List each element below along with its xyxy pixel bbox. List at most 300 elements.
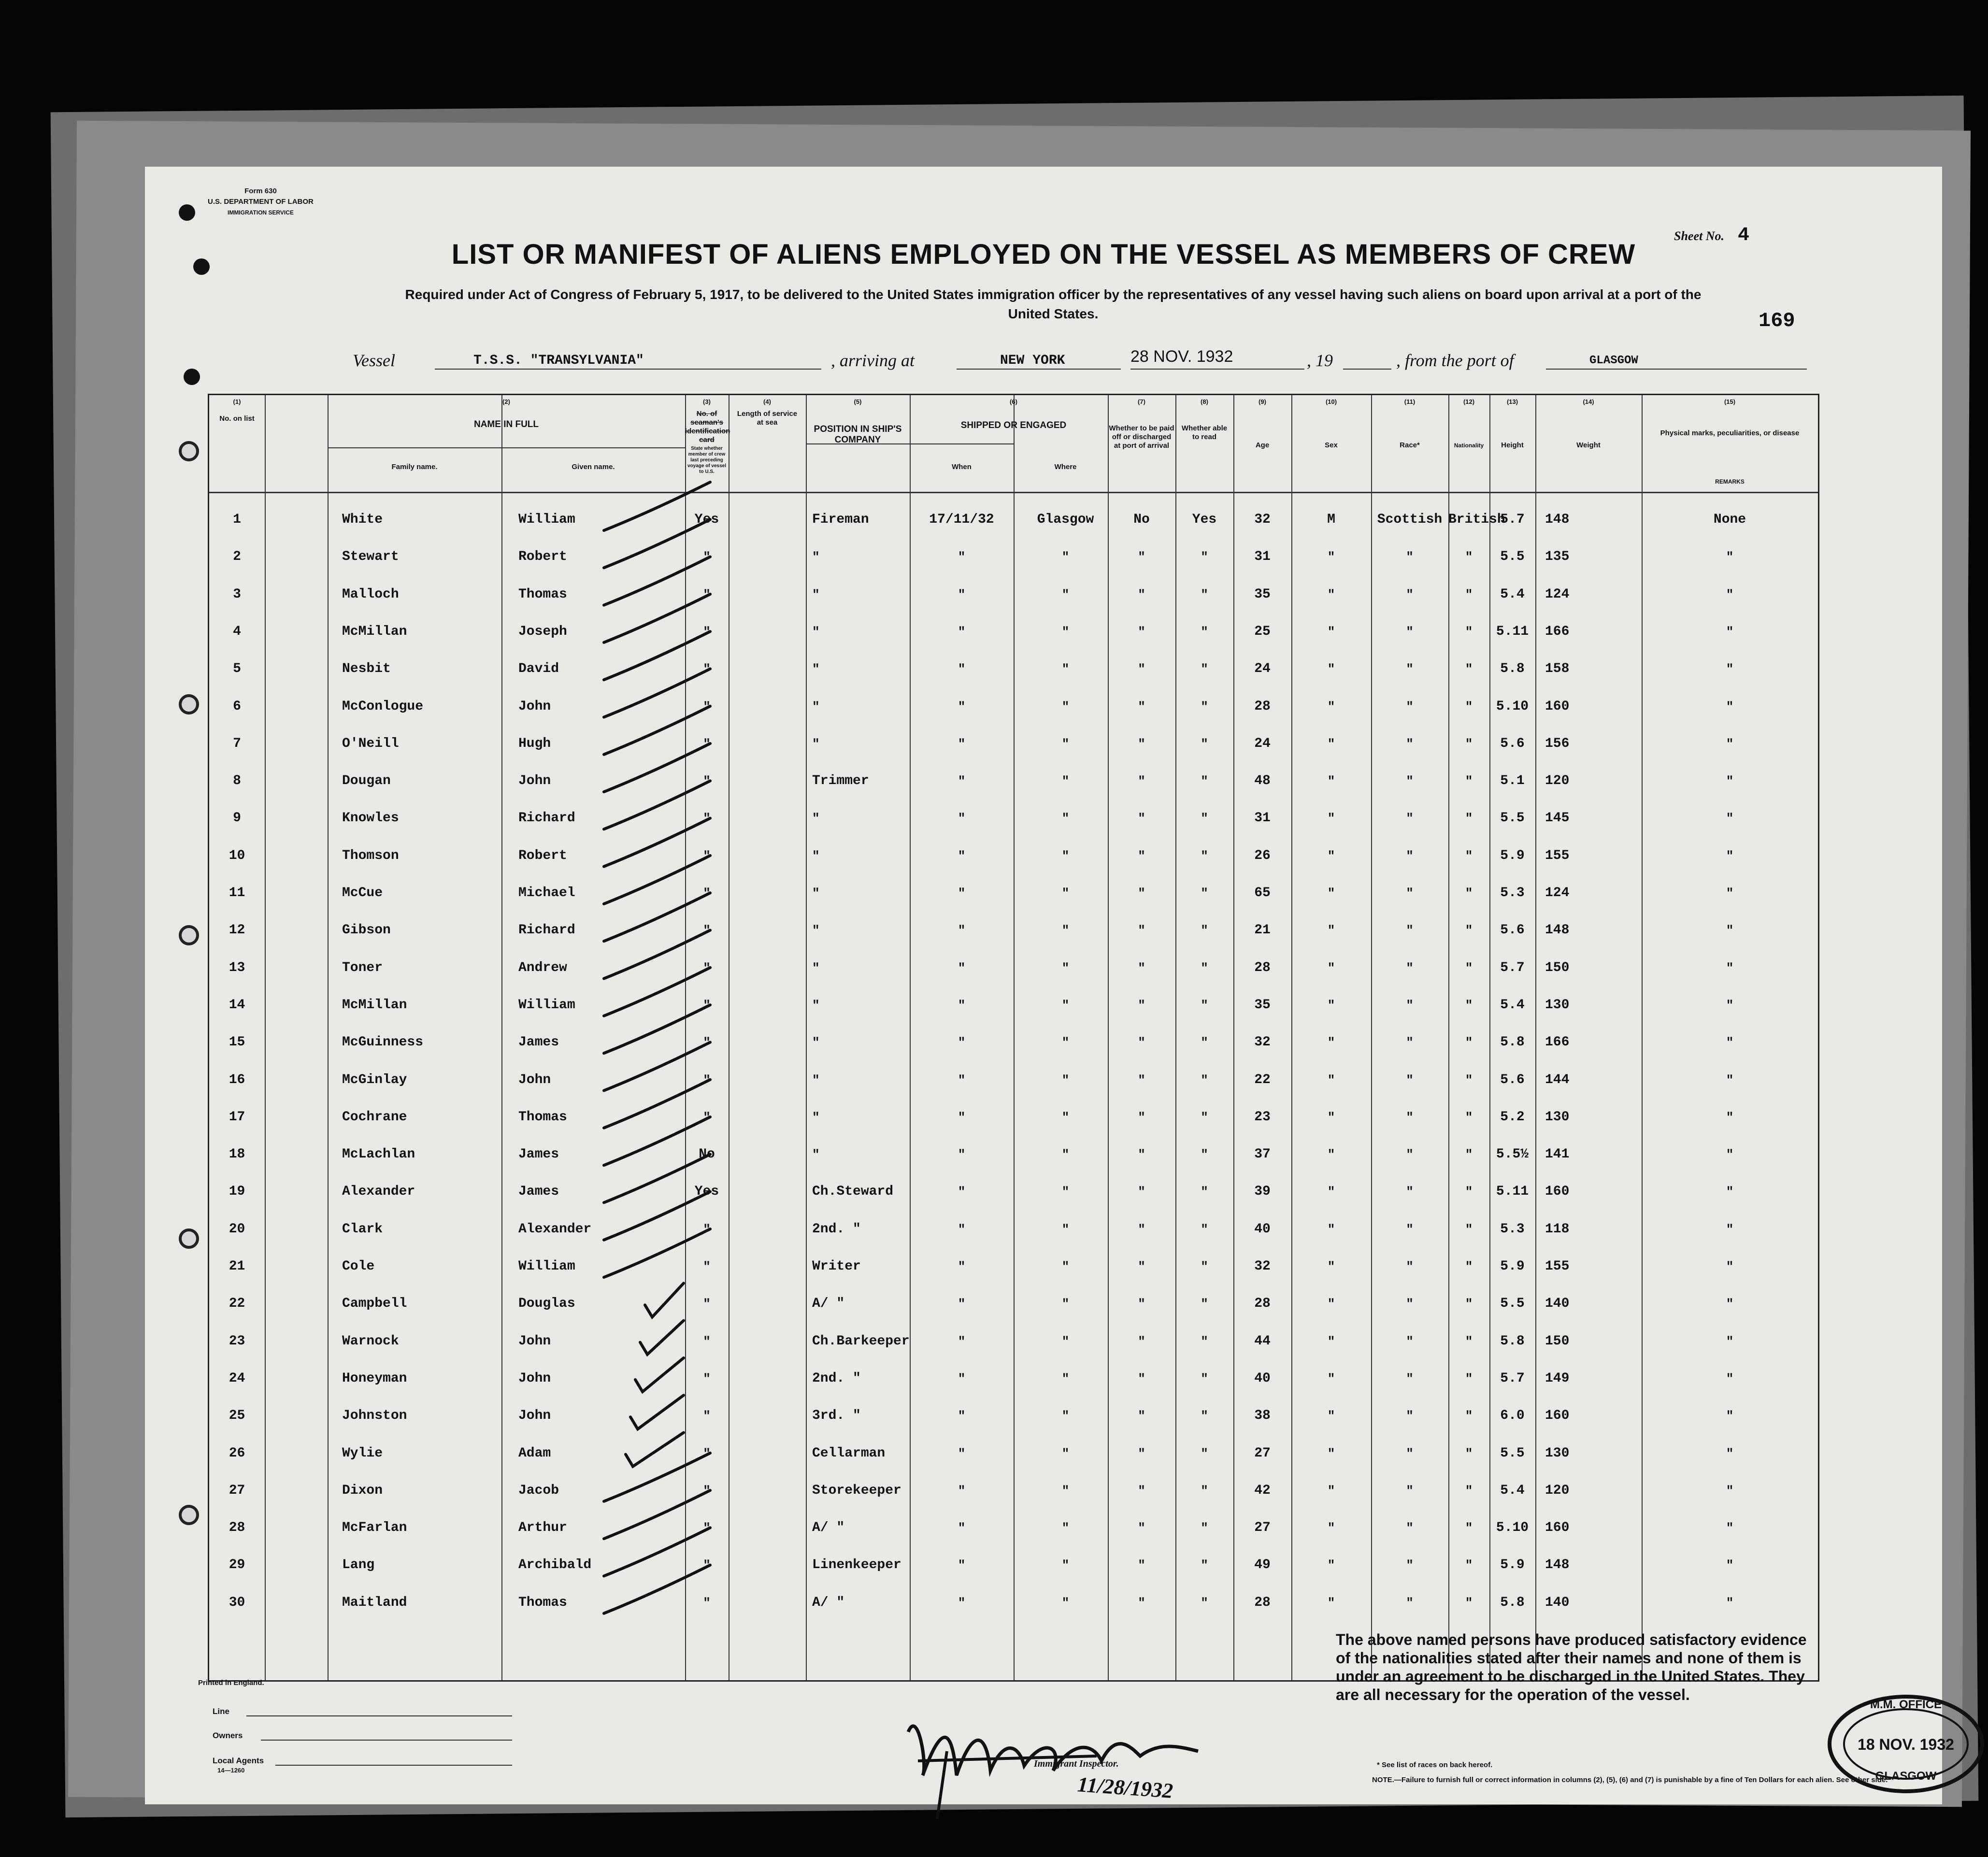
ditto-mark: " xyxy=(703,811,711,826)
ditto-mark: " xyxy=(958,886,966,900)
ditto-mark: " xyxy=(1726,1147,1734,1162)
ditto-mark: " xyxy=(1406,1147,1414,1162)
vessel-name: T.S.S. "TRANSYLVANIA" xyxy=(473,353,644,368)
cell-weight: 135 xyxy=(1545,549,1570,565)
ditto-mark: " xyxy=(958,1371,966,1386)
ditto-mark: " xyxy=(1465,1297,1473,1312)
ditto-mark: " xyxy=(1406,1334,1414,1349)
stamp-date: 18 NOV. 1932 xyxy=(1858,1736,1954,1753)
col16-header: REMARKS xyxy=(1715,478,1745,485)
ditto-mark: " xyxy=(812,624,820,639)
ditto-mark: " xyxy=(1201,587,1208,602)
ditto-mark: " xyxy=(958,960,966,975)
ditto-mark: " xyxy=(1465,774,1473,789)
cell-weight: 166 xyxy=(1545,624,1570,639)
col11-number: (11) xyxy=(1404,398,1416,405)
ditto-mark: " xyxy=(1327,1222,1335,1237)
ditto-mark: " xyxy=(1726,1371,1734,1386)
ditto-mark: " xyxy=(703,1334,711,1349)
ditto-mark: " xyxy=(1201,1483,1208,1498)
agents-underline xyxy=(275,1765,512,1766)
ditto-mark: " xyxy=(958,1334,966,1349)
ditto-mark: " xyxy=(1138,1072,1145,1087)
ditto-mark: " xyxy=(1201,1409,1208,1424)
ditto-mark: " xyxy=(1201,550,1208,565)
line-label: Line xyxy=(213,1707,229,1716)
col13-number: (13) xyxy=(1506,398,1518,405)
cell-height: 5.4 xyxy=(1500,586,1525,602)
cell-age: 32 xyxy=(1254,512,1271,527)
col6-when-header: When xyxy=(952,463,972,471)
cell-age: 22 xyxy=(1254,1072,1271,1087)
ditto-mark: " xyxy=(1061,960,1070,975)
ditto-mark: " xyxy=(1726,1072,1734,1087)
port-underline xyxy=(957,369,1121,370)
col12-number: (12) xyxy=(1463,398,1475,405)
ditto-mark: " xyxy=(1465,1222,1473,1237)
ditto-mark: " xyxy=(703,923,711,938)
ditto-mark: " xyxy=(1726,1558,1734,1573)
nationality-statement: The above named persons have produced satisfactory evidence of the nationalities stated after their names and none of them is under an agreement to be discharged in the United States. They are all necessary for the operation of the vessel. xyxy=(1336,1631,1807,1703)
col2-given-header: Given name. xyxy=(572,463,615,471)
cell-family: McFarlan xyxy=(342,1520,407,1536)
ditto-mark: " xyxy=(958,699,966,714)
ditto-mark: " xyxy=(1061,662,1070,677)
ditto-mark: " xyxy=(1138,587,1145,602)
col14-number: (14) xyxy=(1583,398,1594,405)
ditto-mark: " xyxy=(703,624,711,639)
ditto-mark: " xyxy=(1465,1409,1473,1424)
cell-no: 23 xyxy=(229,1333,245,1349)
col2-header: NAME IN FULL xyxy=(473,419,539,429)
ditto-mark: " xyxy=(958,1185,966,1200)
cell-height: 5.5 xyxy=(1500,1296,1525,1312)
cell-family: Honeyman xyxy=(342,1371,407,1386)
ditto-mark: " xyxy=(958,1595,966,1610)
cell-age: 35 xyxy=(1254,997,1271,1013)
cell-family: Cole xyxy=(342,1259,375,1274)
year-label: , 19 xyxy=(1307,351,1333,370)
ditto-mark: " xyxy=(1138,624,1145,639)
ditto-mark: " xyxy=(1201,923,1208,938)
cell-when: 17/11/32 xyxy=(929,512,994,527)
cell-age: 35 xyxy=(1254,586,1271,602)
cell-no: 29 xyxy=(229,1557,245,1573)
binder-ring xyxy=(179,441,199,461)
cell-age: 25 xyxy=(1254,624,1271,639)
cell-no: 2 xyxy=(233,549,241,565)
cell-given: John xyxy=(518,773,551,789)
ditto-mark: " xyxy=(1201,662,1208,677)
ditto-mark: " xyxy=(1061,1483,1070,1498)
cell-no: 18 xyxy=(229,1147,245,1162)
ditto-mark: " xyxy=(958,1110,966,1125)
ditto-mark: " xyxy=(1201,998,1208,1013)
cell-weight: 124 xyxy=(1545,886,1570,900)
cell-given: Jacob xyxy=(518,1483,559,1498)
cell-position: Ch.Barkeeper xyxy=(812,1333,910,1349)
cell-no: 3 xyxy=(233,586,241,602)
col12-header: Nationality xyxy=(1454,442,1484,449)
cell-given: John xyxy=(518,1408,551,1424)
ditto-mark: " xyxy=(1726,811,1734,826)
ditto-mark: " xyxy=(1406,886,1414,900)
ditto-mark: " xyxy=(703,1483,711,1498)
ditto-mark: " xyxy=(1726,960,1734,975)
col1-number: (1) xyxy=(233,398,241,405)
ditto-mark: " xyxy=(1327,1035,1335,1050)
cell-height: 5.8 xyxy=(1500,1595,1525,1610)
col3-header-struck: No. of seaman's identification card xyxy=(685,410,730,444)
ditto-mark: " xyxy=(1465,1446,1473,1461)
ditto-mark: " xyxy=(958,550,966,565)
cell-age: 24 xyxy=(1254,736,1271,751)
cell-position: A/ " xyxy=(812,1296,845,1312)
stamp-top-text: M.M. OFFICE xyxy=(1870,1698,1942,1711)
year-underline xyxy=(1343,369,1391,370)
cell-age: 44 xyxy=(1254,1333,1271,1349)
cell-weight: 148 xyxy=(1545,923,1570,938)
ditto-mark: " xyxy=(703,1371,711,1386)
ditto-mark: " xyxy=(1465,1035,1473,1050)
ditto-mark: " xyxy=(1138,1035,1145,1050)
ditto-mark: " xyxy=(1138,1446,1145,1461)
ditto-mark: " xyxy=(1406,1259,1414,1274)
ditto-mark: " xyxy=(1061,699,1070,714)
col4-number: (4) xyxy=(763,398,771,405)
cell-family: McGinlay xyxy=(342,1072,407,1087)
cell-no: 9 xyxy=(233,811,241,826)
ditto-mark: " xyxy=(1138,1483,1145,1498)
cell-weight: 145 xyxy=(1545,811,1570,826)
col14-header: Weight xyxy=(1576,441,1601,449)
col13-header: Height xyxy=(1501,441,1524,449)
col4-header: Length of service at sea xyxy=(737,410,798,427)
cell-family: Nesbit xyxy=(342,661,391,677)
cell-weight: 150 xyxy=(1545,1333,1570,1349)
ditto-mark: " xyxy=(1201,1334,1208,1349)
cell-no: 14 xyxy=(229,997,245,1013)
cell-prev: Yes xyxy=(694,512,719,527)
ditto-mark: " xyxy=(1327,1259,1335,1274)
ditto-mark: " xyxy=(1201,848,1208,863)
cell-height: 5.7 xyxy=(1500,960,1525,975)
cell-height: 5.8 xyxy=(1500,1035,1525,1050)
ditto-mark: " xyxy=(958,1072,966,1087)
ditto-mark: " xyxy=(812,662,820,677)
form-number: Form 630 xyxy=(244,187,277,195)
cell-age: 65 xyxy=(1254,886,1271,900)
cell-height: 5.11 xyxy=(1496,624,1529,639)
cell-no: 7 xyxy=(233,736,241,751)
ditto-mark: " xyxy=(1327,811,1335,826)
cell-position: 2nd. " xyxy=(812,1221,861,1237)
ditto-mark: " xyxy=(1406,736,1414,751)
cell-given: Andrew xyxy=(518,960,567,975)
col8-number: (8) xyxy=(1201,398,1208,405)
ditto-mark: " xyxy=(958,1297,966,1312)
cell-given: Joseph xyxy=(518,624,567,639)
cell-nationality: British xyxy=(1448,512,1505,527)
ditto-mark: " xyxy=(812,848,820,863)
cell-age: 28 xyxy=(1254,960,1271,975)
ditto-mark: " xyxy=(1465,1110,1473,1125)
cell-family: Warnock xyxy=(342,1333,399,1349)
ditto-mark: " xyxy=(1726,886,1734,900)
ditto-mark: " xyxy=(958,624,966,639)
form-info xyxy=(208,186,314,218)
ditto-mark: " xyxy=(1061,1521,1070,1536)
ditto-mark: " xyxy=(958,736,966,751)
col5-number: (5) xyxy=(854,398,862,405)
cell-family: Gibson xyxy=(342,923,391,938)
cell-sex: M xyxy=(1327,512,1335,527)
ditto-mark: " xyxy=(1138,1334,1145,1349)
header-divider xyxy=(328,447,685,448)
ditto-mark: " xyxy=(958,1483,966,1498)
ditto-mark: " xyxy=(1465,1147,1473,1162)
ditto-mark: " xyxy=(1061,1297,1070,1312)
ditto-mark: " xyxy=(1201,1446,1208,1461)
ditto-mark: " xyxy=(1406,1072,1414,1087)
ditto-mark: " xyxy=(1138,550,1145,565)
col9-header: Age xyxy=(1255,441,1270,449)
ditto-mark: " xyxy=(1465,587,1473,602)
cell-weight: 155 xyxy=(1545,848,1570,863)
ditto-mark: " xyxy=(812,960,820,975)
cell-given: Thomas xyxy=(518,1595,567,1610)
cell-age: 40 xyxy=(1254,1371,1271,1386)
ditto-mark: " xyxy=(703,1521,711,1536)
ditto-mark: " xyxy=(958,811,966,826)
cell-height: 5.1 xyxy=(1500,773,1525,789)
cell-age: 31 xyxy=(1254,549,1271,565)
cell-position: Ch.Steward xyxy=(812,1184,894,1200)
ditto-mark: " xyxy=(1061,587,1070,602)
cell-given: Arthur xyxy=(518,1520,567,1536)
ditto-mark: " xyxy=(1061,1110,1070,1125)
cell-family: Knowles xyxy=(342,811,399,826)
cell-position: A/ " xyxy=(812,1595,845,1610)
ditto-mark: " xyxy=(1465,1259,1473,1274)
ditto-mark: " xyxy=(1465,1521,1473,1536)
cell-family: McGuinness xyxy=(342,1035,424,1050)
cell-height: 5.6 xyxy=(1500,736,1525,751)
cell-family: McLachlan xyxy=(342,1147,415,1162)
ditto-mark: " xyxy=(703,848,711,863)
cell-weight: 140 xyxy=(1545,1595,1570,1610)
cell-given: David xyxy=(518,661,559,677)
cell-given: William xyxy=(518,512,575,527)
cell-age: 40 xyxy=(1254,1221,1271,1237)
ditto-mark: " xyxy=(1061,774,1070,789)
binder-hole xyxy=(179,204,195,221)
ditto-mark: " xyxy=(703,736,711,751)
cell-no: 27 xyxy=(229,1483,245,1498)
cell-no: 24 xyxy=(229,1371,245,1386)
cell-height: 5.9 xyxy=(1500,1259,1525,1274)
ditto-mark: " xyxy=(1061,923,1070,938)
ditto-mark: " xyxy=(703,1297,711,1312)
ditto-mark: " xyxy=(1138,923,1145,938)
form-code: 14—1260 xyxy=(217,1767,245,1774)
ditto-mark: " xyxy=(1327,774,1335,789)
cell-race: Scottish xyxy=(1377,512,1443,527)
cell-family: Malloch xyxy=(342,586,399,602)
cell-no: 5 xyxy=(233,661,241,677)
cell-no: 22 xyxy=(229,1296,245,1312)
cell-age: 48 xyxy=(1254,773,1271,789)
cell-age: 32 xyxy=(1254,1259,1271,1274)
cell-given: William xyxy=(518,997,575,1013)
cell-age: 39 xyxy=(1254,1184,1271,1200)
ditto-mark: " xyxy=(1726,774,1734,789)
cell-height: 5.8 xyxy=(1500,1333,1525,1349)
ditto-mark: " xyxy=(1406,1521,1414,1536)
cell-height: 5.5½ xyxy=(1496,1147,1529,1162)
ditto-mark: " xyxy=(703,699,711,714)
cell-age: 42 xyxy=(1254,1483,1271,1498)
ditto-mark: " xyxy=(1465,923,1473,938)
cell-no: 15 xyxy=(229,1035,245,1050)
cell-position: Cellarman xyxy=(812,1445,886,1461)
ditto-mark: " xyxy=(1406,1558,1414,1573)
ditto-mark: " xyxy=(812,736,820,751)
cell-given: Thomas xyxy=(518,586,567,602)
cell-age: 28 xyxy=(1254,1296,1271,1312)
cell-weight: 124 xyxy=(1545,586,1570,602)
cell-height: 5.3 xyxy=(1500,1221,1525,1237)
ditto-mark: " xyxy=(1726,848,1734,863)
cell-given: Robert xyxy=(518,848,567,863)
ditto-mark: " xyxy=(1726,1334,1734,1349)
ditto-mark: " xyxy=(1327,662,1335,677)
col-divider xyxy=(328,395,329,1680)
ditto-mark: " xyxy=(1061,1334,1070,1349)
col7-number: (7) xyxy=(1138,398,1145,405)
ditto-mark: " xyxy=(703,998,711,1013)
ditto-mark: " xyxy=(1327,848,1335,863)
cell-family: Wylie xyxy=(342,1445,383,1461)
ditto-mark: " xyxy=(1327,1446,1335,1461)
cell-given: James xyxy=(518,1147,559,1162)
ditto-mark: " xyxy=(958,774,966,789)
ditto-mark: " xyxy=(1138,811,1145,826)
ditto-mark: " xyxy=(1406,998,1414,1013)
cell-age: 28 xyxy=(1254,699,1271,714)
ditto-mark: " xyxy=(1201,1521,1208,1536)
ditto-mark: " xyxy=(1406,960,1414,975)
binder-ring xyxy=(179,1505,199,1525)
ditto-mark: " xyxy=(1465,736,1473,751)
cell-family: Stewart xyxy=(342,549,399,565)
ditto-mark: " xyxy=(703,1110,711,1125)
ditto-mark: " xyxy=(1327,1072,1335,1087)
cell-where: Glasgow xyxy=(1037,512,1094,527)
ditto-mark: " xyxy=(1061,736,1070,751)
ditto-mark: " xyxy=(1327,587,1335,602)
ditto-mark: " xyxy=(1327,550,1335,565)
ditto-mark: " xyxy=(1406,923,1414,938)
ditto-mark: " xyxy=(1726,1595,1734,1610)
cell-height: 5.11 xyxy=(1496,1184,1529,1200)
ditto-mark: " xyxy=(703,1595,711,1610)
col10-header: Sex xyxy=(1325,441,1338,449)
cell-given: Douglas xyxy=(518,1296,575,1312)
ditto-mark: " xyxy=(812,1147,820,1162)
ditto-mark: " xyxy=(958,662,966,677)
cell-family: Dougan xyxy=(342,773,391,789)
cell-given: John xyxy=(518,699,551,714)
ditto-mark: " xyxy=(703,1035,711,1050)
ditto-mark: " xyxy=(1201,699,1208,714)
cell-family: McMillan xyxy=(342,997,407,1013)
service-name: IMMIGRATION SERVICE xyxy=(227,209,294,216)
ditto-mark: " xyxy=(1201,774,1208,789)
ditto-mark: " xyxy=(1465,1371,1473,1386)
ditto-mark: " xyxy=(1061,1147,1070,1162)
ditto-mark: " xyxy=(1327,1297,1335,1312)
ditto-mark: " xyxy=(1061,1558,1070,1573)
ditto-mark: " xyxy=(1138,1521,1145,1536)
ditto-mark: " xyxy=(1327,624,1335,639)
cell-family: Toner xyxy=(342,960,383,975)
cell-family: White xyxy=(342,512,383,527)
cell-family: Alexander xyxy=(342,1184,415,1200)
cell-weight: 148 xyxy=(1545,1557,1570,1573)
cell-no: 1 xyxy=(233,512,241,527)
ditto-mark: " xyxy=(1327,1409,1335,1424)
ditto-mark: " xyxy=(1406,624,1414,639)
cell-family: Cochrane xyxy=(342,1109,407,1125)
cell-position: Writer xyxy=(812,1259,861,1274)
ditto-mark: " xyxy=(1201,624,1208,639)
date-underline xyxy=(1130,369,1304,370)
cell-height: 5.2 xyxy=(1500,1109,1525,1125)
ditto-mark: " xyxy=(1138,998,1145,1013)
cell-no: 11 xyxy=(229,886,245,900)
ditto-mark: " xyxy=(1726,736,1734,751)
cell-weight: 118 xyxy=(1545,1221,1570,1237)
ditto-mark: " xyxy=(1406,587,1414,602)
cell-family: O'Neill xyxy=(342,736,399,751)
col-divider xyxy=(806,395,807,1680)
page-title: LIST OR MANIFEST OF ALIENS EMPLOYED ON THE VESSEL AS MEMBERS OF CREW xyxy=(451,239,1636,270)
ditto-mark: " xyxy=(1406,811,1414,826)
cell-family: Dixon xyxy=(342,1483,383,1498)
signature-date: 11/28/1932 xyxy=(1076,1772,1174,1803)
from-port-underline xyxy=(1546,369,1807,370)
ditto-mark: " xyxy=(1726,1259,1734,1274)
local-agents-label: Local Agents xyxy=(213,1756,264,1765)
stamp-bottom-text: GLASGOW xyxy=(1875,1770,1937,1783)
cell-height: 5.10 xyxy=(1496,699,1529,714)
ditto-mark: " xyxy=(1201,1297,1208,1312)
cell-position: Linenkeeper xyxy=(812,1557,901,1573)
cell-no: 4 xyxy=(233,624,241,639)
ditto-mark: " xyxy=(958,1035,966,1050)
cell-age: 26 xyxy=(1254,848,1271,863)
ditto-mark: " xyxy=(1138,699,1145,714)
ditto-mark: " xyxy=(1406,1035,1414,1050)
cell-read: Yes xyxy=(1192,512,1217,527)
ditto-mark: " xyxy=(1726,923,1734,938)
cell-height: 5.6 xyxy=(1500,923,1525,938)
ditto-mark: " xyxy=(1406,1185,1414,1200)
owners-underline xyxy=(261,1740,512,1741)
ditto-mark: " xyxy=(812,699,820,714)
cell-age: 49 xyxy=(1254,1557,1271,1573)
